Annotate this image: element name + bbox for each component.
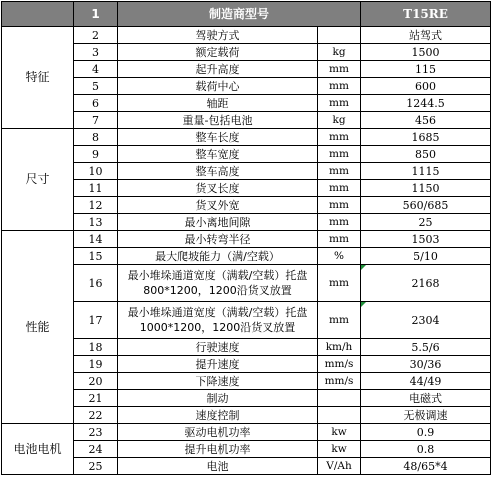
- row-unit: mm/s: [318, 356, 361, 373]
- row-unit: V/Ah: [318, 458, 361, 475]
- row-item: 驾驶方式: [118, 27, 318, 44]
- row-num: 20: [74, 373, 118, 390]
- row-num: 16: [74, 265, 118, 302]
- table-row: [2, 95, 491, 112]
- row-num: 7: [74, 112, 118, 129]
- table-row: [2, 373, 491, 390]
- row-value: 无极调速: [361, 407, 491, 424]
- table-row: [2, 27, 491, 44]
- row-unit: %: [318, 248, 361, 265]
- row-item: 货叉长度: [118, 180, 318, 197]
- row-value: 456: [361, 112, 491, 129]
- table-row: [2, 356, 491, 373]
- row-unit: kw: [318, 424, 361, 441]
- row-item: 轴距: [118, 95, 318, 112]
- row-value: 600: [361, 78, 491, 95]
- table-row: [2, 407, 491, 424]
- row-value: 5/10: [361, 248, 491, 265]
- row-value: 5.5/6: [361, 339, 491, 356]
- table-row: [2, 248, 491, 265]
- row-value: 2168: [361, 265, 491, 302]
- row-unit: kg: [318, 112, 361, 129]
- row-unit: [318, 390, 361, 407]
- row-value: 1150: [361, 180, 491, 197]
- row-num: 4: [74, 61, 118, 78]
- row-unit: mm: [318, 95, 361, 112]
- row-num: 5: [74, 78, 118, 95]
- row-num: 10: [74, 163, 118, 180]
- table-row: [2, 112, 491, 129]
- row-num: 21: [74, 390, 118, 407]
- row-num: 8: [74, 129, 118, 146]
- row-unit: kg: [318, 44, 361, 61]
- row-value: 560/685: [361, 197, 491, 214]
- table-row: [2, 214, 491, 231]
- row-value: 1685: [361, 129, 491, 146]
- row-num: 23: [74, 424, 118, 441]
- row-num: 14: [74, 231, 118, 248]
- row-item: 额定载荷: [118, 44, 318, 61]
- row-unit: mm: [318, 180, 361, 197]
- row-unit: mm: [318, 78, 361, 95]
- row-unit: mm: [318, 129, 361, 146]
- table-row: [2, 146, 491, 163]
- table-row: [2, 78, 491, 95]
- table-row: [2, 424, 491, 441]
- row-num: 9: [74, 146, 118, 163]
- row-num: 11: [74, 180, 118, 197]
- row-item: 最小转弯半径: [118, 231, 318, 248]
- row-value: 站驾式: [361, 27, 491, 44]
- row-value: 2304: [361, 302, 491, 339]
- row-value: 0.9: [361, 424, 491, 441]
- row-num: 25: [74, 458, 118, 475]
- table-row: [2, 339, 491, 356]
- row-num: 12: [74, 197, 118, 214]
- table-row: [2, 441, 491, 458]
- row-unit: mm: [318, 265, 361, 302]
- group-performance: 性能: [2, 231, 74, 424]
- header-title: 制造商型号: [118, 2, 361, 27]
- row-item: 载荷中心: [118, 78, 318, 95]
- table-row: [2, 302, 491, 339]
- table-row: [2, 163, 491, 180]
- row-item: 提升电机功率: [118, 441, 318, 458]
- row-value: 电磁式: [361, 390, 491, 407]
- row-unit: kw: [318, 441, 361, 458]
- row-unit: [318, 407, 361, 424]
- row-item: 最大爬坡能力（满/空载）: [118, 248, 318, 265]
- group-features: 特征: [2, 27, 74, 129]
- row-value: 850: [361, 146, 491, 163]
- row-unit: mm/s: [318, 373, 361, 390]
- row-unit: mm: [318, 61, 361, 78]
- row-item: 货叉外宽: [118, 197, 318, 214]
- row-item: 制动: [118, 390, 318, 407]
- table-row: [2, 197, 491, 214]
- row-unit: km/h: [318, 339, 361, 356]
- header-row: [2, 2, 491, 27]
- row-num: 2: [74, 27, 118, 44]
- spec-table: [1, 1, 491, 475]
- row-num: 15: [74, 248, 118, 265]
- header-index: 1: [74, 2, 118, 27]
- row-value: 115: [361, 61, 491, 78]
- row-item: 整车高度: [118, 163, 318, 180]
- row-item: 整车宽度: [118, 146, 318, 163]
- row-value: 1244.5: [361, 95, 491, 112]
- row-num: 17: [74, 302, 118, 339]
- header-model: T15RE: [361, 2, 491, 27]
- row-unit: mm: [318, 302, 361, 339]
- row-num: 19: [74, 356, 118, 373]
- row-item: 驱动电机功率: [118, 424, 318, 441]
- row-num: 22: [74, 407, 118, 424]
- group-dimensions: 尺寸: [2, 129, 74, 231]
- row-value: 30/36: [361, 356, 491, 373]
- row-item: 电池: [118, 458, 318, 475]
- row-value: 44/49: [361, 373, 491, 390]
- row-item: 整车长度: [118, 129, 318, 146]
- row-num: 24: [74, 441, 118, 458]
- table-row: [2, 61, 491, 78]
- table-row: [2, 390, 491, 407]
- row-item: 下降速度: [118, 373, 318, 390]
- row-item: 提升速度: [118, 356, 318, 373]
- row-unit: mm: [318, 146, 361, 163]
- row-unit: mm: [318, 231, 361, 248]
- table-row: [2, 44, 491, 61]
- row-item: 最小堆垛通道宽度（满载/空载）托盘1000*1200，1200沿货叉放置: [118, 302, 318, 339]
- row-item: 起升高度: [118, 61, 318, 78]
- table-row: [2, 265, 491, 302]
- row-unit: [318, 27, 361, 44]
- group-battery-motor: 电池电机: [2, 424, 74, 475]
- table-row: [2, 129, 491, 146]
- row-num: 3: [74, 44, 118, 61]
- header-blank: [2, 2, 74, 27]
- row-unit: mm: [318, 197, 361, 214]
- row-item: 最小离地间隙: [118, 214, 318, 231]
- row-value: 1500: [361, 44, 491, 61]
- row-num: 18: [74, 339, 118, 356]
- row-num: 6: [74, 95, 118, 112]
- row-item: 行驶速度: [118, 339, 318, 356]
- row-unit: mm: [318, 163, 361, 180]
- table-row: [2, 180, 491, 197]
- table-row: [2, 458, 491, 475]
- row-num: 13: [74, 214, 118, 231]
- row-item: 最小堆垛通道宽度（满载/空载）托盘800*1200，1200沿货叉放置: [118, 265, 318, 302]
- row-unit: mm: [318, 214, 361, 231]
- table-row: [2, 231, 491, 248]
- row-value: 0.8: [361, 441, 491, 458]
- row-value: 25: [361, 214, 491, 231]
- row-item: 重量-包括电池: [118, 112, 318, 129]
- row-value: 1503: [361, 231, 491, 248]
- row-value: 1115: [361, 163, 491, 180]
- row-value: 48/65*4: [361, 458, 491, 475]
- row-item: 速度控制: [118, 407, 318, 424]
